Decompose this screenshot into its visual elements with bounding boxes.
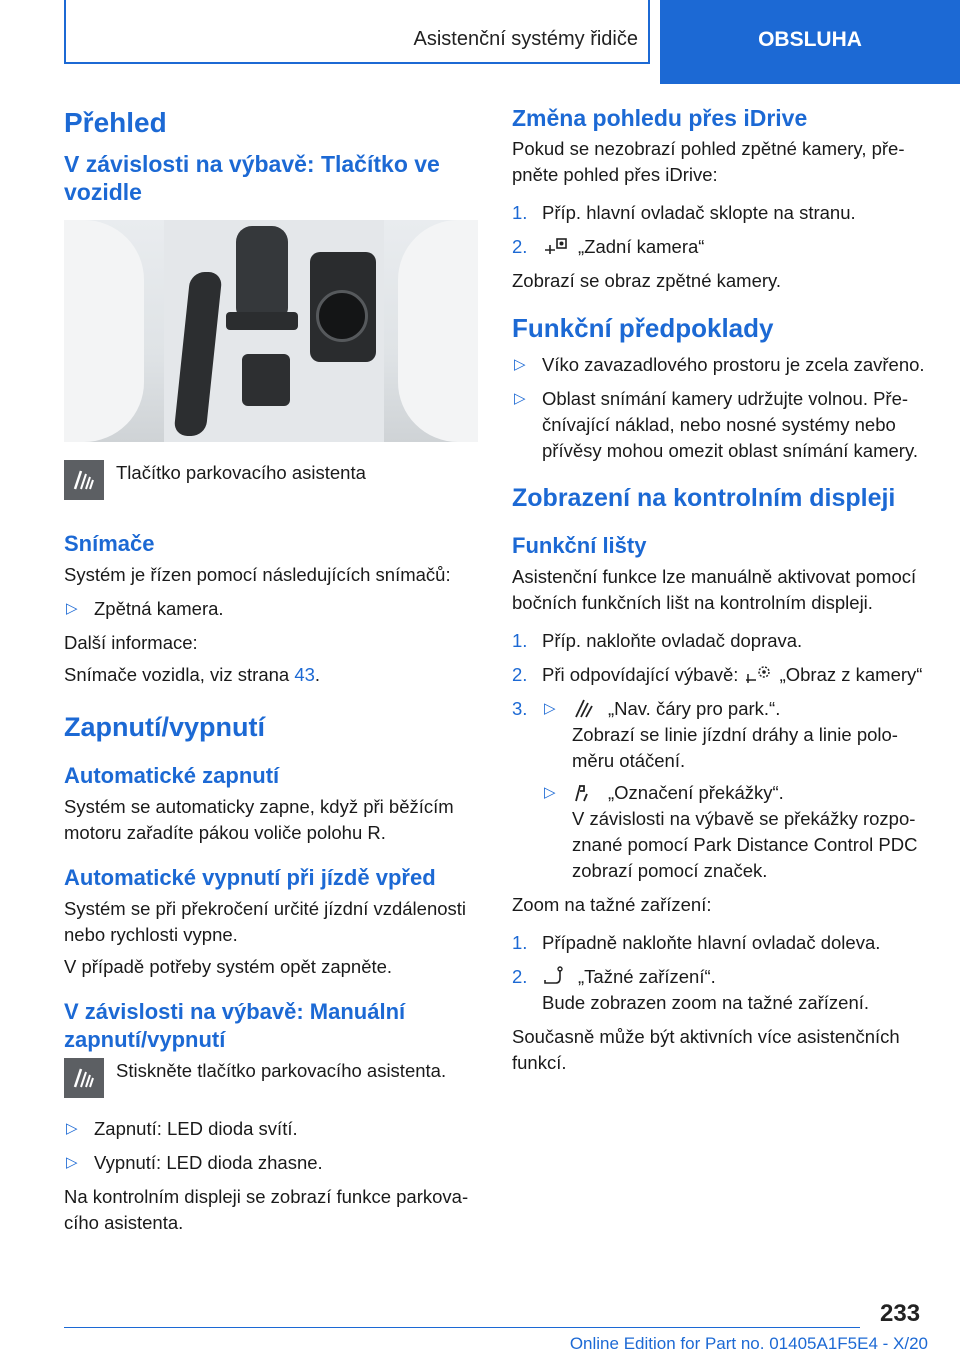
heading-auto-zap: Automatické zapnutí — [64, 763, 280, 788]
snimace-text: Systém je řízen pomocí následujících snímačů: — [64, 564, 451, 585]
heading-manual: V závislosti na výbavě: Manuální zapnutí/vypnutí — [64, 999, 406, 1052]
zmena-text: Pokud se nezobrazí pohled zpětné kamery, pře-pněte pohled přes iDrive: — [512, 138, 905, 185]
nested-list — [542, 696, 928, 884]
header-tab-label: OBSLUHA — [758, 28, 862, 51]
tow-hitch-icon — [542, 966, 570, 986]
parking-lines-icon — [572, 698, 600, 718]
heading-listy: Funkční lišty — [512, 533, 647, 558]
heading-auto-vyp: Automatické vypnutí při jízdě vpřed — [64, 865, 436, 890]
console-photo — [64, 220, 478, 442]
list-item: ▷ Vypnutí: LED dioda zhasne. — [66, 1152, 323, 1173]
footer-rule — [64, 1327, 860, 1328]
steps3-list — [512, 930, 928, 1016]
list-item: ▷ Zapnutí: LED dioda svítí. — [66, 1118, 298, 1139]
park-assist-icon — [64, 1058, 104, 1098]
heading-tlacitko: V závislosti na výbavě: Tlačítko ve vozidle — [64, 151, 440, 205]
header-underline — [64, 62, 650, 64]
header-line-right — [648, 0, 650, 64]
heading-zobrazeni: Zobrazení na kontrolním displeji — [512, 484, 896, 512]
list-item: 2. Při odpovídající výbavě: „Obraz z kamery“ — [512, 664, 923, 685]
heading-snimace: Snímače — [64, 531, 155, 556]
caption-text: Tlačítko parkovacího asistenta — [116, 462, 366, 483]
ref-paragraph: Snímače vozidla, viz strana 43. — [64, 664, 321, 685]
header-tab — [660, 0, 960, 84]
heading-zapnuti: Zapnutí/vypnutí — [64, 712, 265, 742]
camera-settings-icon — [744, 664, 772, 684]
park-assist-icon — [64, 460, 104, 500]
list-item: 3. ▷ „Nav. čáry pro park.“. Zobrazí se linie jízdní dráhy a linie polo-měru otáčení. ▷ „Označení překážky“. V závislosti na výbavě se překážky rozpo-znané pomocí Park Distance Control PDC zobrazí pomocí značek. — [512, 696, 928, 884]
list-item: ▷ „Nav. čáry pro park.“. Zobrazí se linie jízdní dráhy a linie polo-měru otáčení. — [544, 698, 898, 771]
page-number: 233 — [880, 1300, 921, 1327]
snimace-list — [64, 596, 478, 622]
manual-row — [64, 1058, 478, 1098]
list-item: ▷ „Označení překážky“. V závislosti na výbavě se překážky rozpo-znané pomocí Park Distance Control PDC zobrazí pomocí značek. — [544, 782, 918, 881]
list-item: 1. Příp. hlavní ovladač sklopte na stranu. — [512, 202, 856, 223]
list-item: ▷ Víko zavazadlového prostoru je zcela zavřeno. — [514, 354, 925, 375]
list-item: ▷ Oblast snímání kamery udržujte volnou. Pře-čnívající náklad, nebo nosné systémy nebo přívěsy mohou omezit oblast snímání kamery. — [514, 388, 918, 461]
footer-edition: Online Edition for Part no. 01405A1F5E4 - X/20 — [569, 1334, 928, 1353]
auto-vyp-text: Systém se při překročení určité jízdní vzdálenosti nebo rychlosti vypne. — [64, 898, 467, 945]
left-column — [64, 98, 478, 1236]
listy-text: Asistenční funkce lze manuálně aktivovat pomocí bočních funkčních lišt na kontrolním displeji. — [512, 566, 917, 613]
header-section-title: Asistenční systémy řidiče — [413, 28, 638, 50]
list-item: 1. Případně nakloňte hlavní ovladač doleva. — [512, 932, 881, 953]
soucasne-text: Současně může být aktivních více asistenčních funkcí. — [512, 1026, 900, 1073]
right-column — [512, 98, 928, 1076]
predpoklady-list — [512, 352, 928, 464]
heading-zmena: Změna pohledu přes iDrive — [512, 105, 808, 131]
steps1-list — [512, 200, 928, 260]
rear-camera-icon — [542, 236, 570, 256]
dalsi-text: Další informace: — [64, 632, 198, 653]
header-line-left — [64, 0, 66, 64]
photo-caption — [64, 460, 478, 500]
auto-zap-text: Systém se automaticky zapne, když při běžícím motoru zařadíte pákou voliče polohu R. — [64, 796, 454, 843]
manual-text: Stiskněte tlačítko parkovacího asistenta. — [116, 1060, 447, 1081]
steps2-list — [512, 628, 928, 884]
list-item: 2. „Zadní kamera“ — [512, 236, 705, 257]
obstacle-marking-icon — [572, 782, 600, 802]
list-item: ▷ Zpětná kamera. — [66, 598, 224, 619]
heading-predpoklady: Funkční předpoklady — [512, 313, 774, 343]
zoom-text: Zoom na tažné zařízení: — [512, 894, 712, 915]
list-item: 2. „Tažné zařízení“. Bude zobrazen zoom na tažné zařízení. — [512, 966, 870, 1013]
heading-prehled: Přehled — [64, 107, 167, 138]
display-text: Na kontrolním displeji se zobrazí funkce parkova-cího asistenta. — [64, 1186, 469, 1233]
list-item: 1. Příp. nakloňte ovladač doprava. — [512, 630, 803, 651]
zobrazi-text: Zobrazí se obraz zpětné kamery. — [512, 270, 782, 291]
page-ref-link[interactable]: 43 — [294, 664, 315, 685]
auto-vyp-text2: V případě potřeby systém opět zapněte. — [64, 956, 393, 977]
led-list — [64, 1116, 478, 1176]
